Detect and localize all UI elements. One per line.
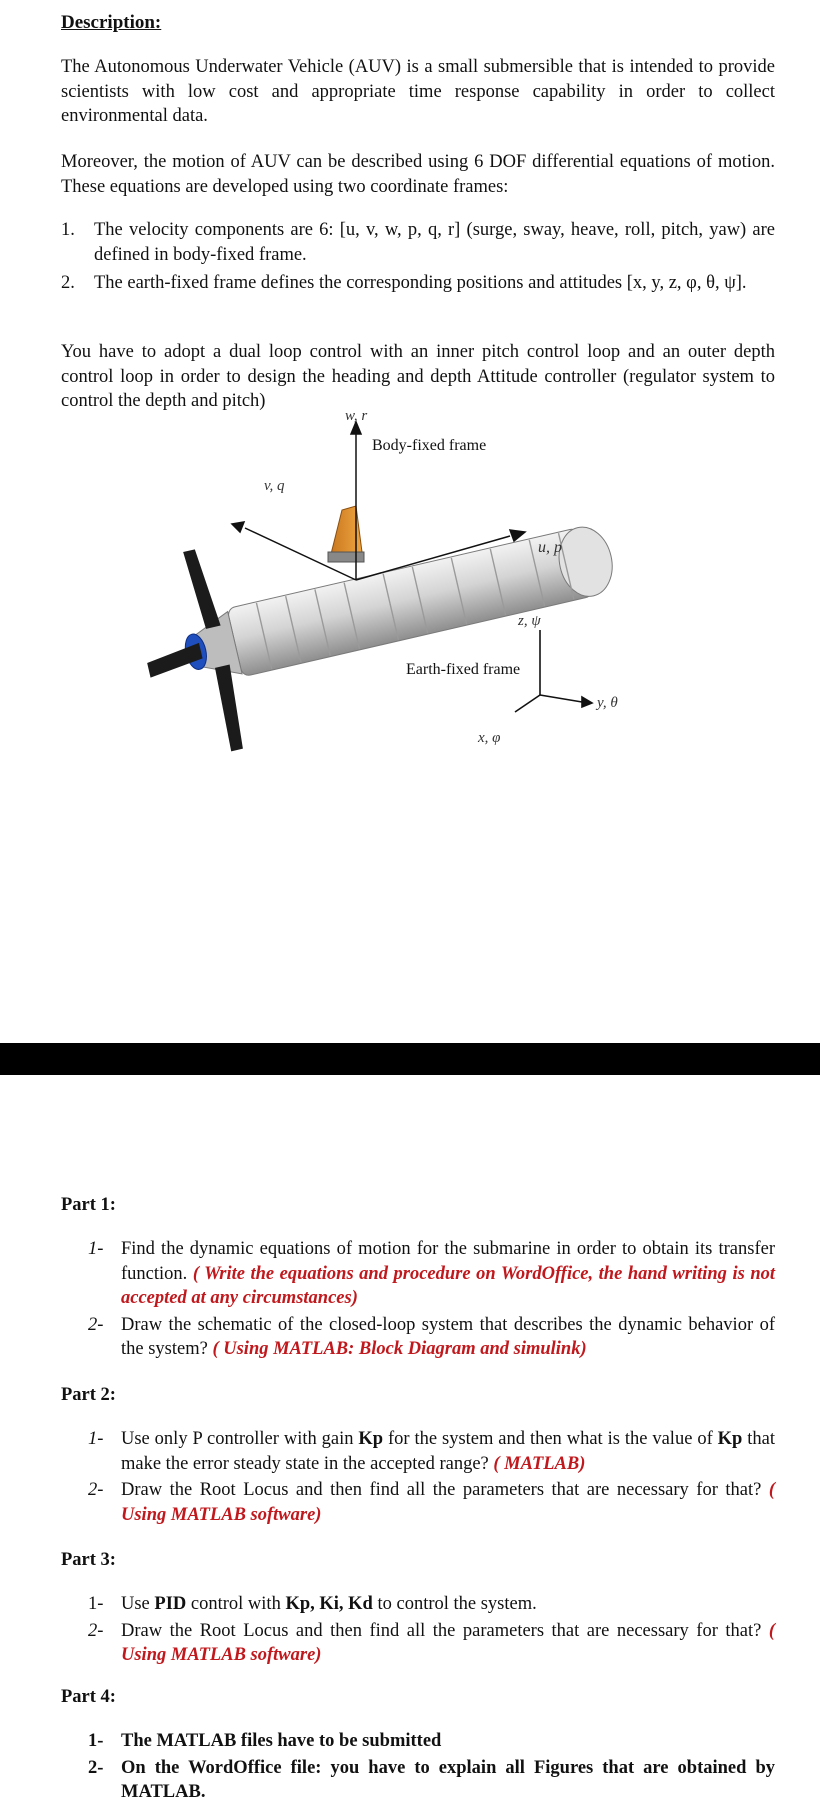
axis-label-up: u, p [538, 539, 562, 556]
task-item: 2- Draw the Root Locus and then find all the parameters that are necessary for that? ( Using MATLAB software) [88, 1620, 775, 1665]
task-item: 1- Find the dynamic equations of motion for the submarine in order to obtain its transfer function. ( Write the equations and procedure on WordOffice, the hand writing is not accepted at any circumstances) [88, 1239, 776, 1308]
part2-tasks [88, 1427, 775, 1529]
part4-tasks [88, 1729, 775, 1807]
page-separator-bar [0, 1043, 820, 1075]
task-item: 1- Use only P controller with gain Kp for the system and then what is the value of Kp that make the error steady state in the accepted range? ( MATLAB) [88, 1429, 775, 1474]
auv-sail [330, 506, 362, 558]
axis-label-xphi: x, φ [478, 730, 501, 746]
part1-title: Part 1: [61, 1195, 116, 1215]
auv-hull [125, 458, 635, 765]
axis-label-wr: w, r [345, 408, 368, 424]
control-paragraph: You have to adopt a dual loop control with an inner pitch control loop and an outer depth control loop in order to design the heading and depth Attitude controller (regulator system to control the depth and pitch) [61, 342, 775, 411]
task-item: 2- Draw the schematic of the closed-loop system that describes the dynamic behavior of the system? ( Using MATLAB: Block Diagram and simulink) [88, 1314, 775, 1359]
frame-item: 2. The earth-fixed frame defines the corresponding positions and attitudes [x, y, z, φ, θ, ψ]. [61, 273, 747, 293]
part2-title: Part 2: [61, 1385, 116, 1405]
description-heading: Description: [61, 12, 162, 33]
part3-tasks [88, 1592, 775, 1670]
part1-tasks [88, 1237, 775, 1364]
frame-item: 1. The velocity components are 6: [u, v, w, p, q, r] (surge, sway, heave, roll, pitch, yaw) are defined in body-fixed frame. [61, 220, 775, 265]
intro-paragraph: The Autonomous Underwater Vehicle (AUV) is a small submersible that is intended to provide scientists with low cost and appropriate time response capability in order to collect environmental data. [61, 57, 775, 126]
task-item: 2- Draw the Root Locus and then find all the parameters that are necessary for that? ( Using MATLAB software) [88, 1480, 775, 1525]
task-item: 1- The MATLAB files have to be submitted [88, 1731, 442, 1751]
axis-label-zpsi: z, ψ [518, 613, 541, 629]
axis-label-vq: v, q [264, 478, 285, 494]
dof-paragraph: Moreover, the motion of AUV can be described using 6 DOF differential equations of motion. These equations are developed using two coordinate frames: [61, 152, 775, 197]
part4-title: Part 4: [61, 1687, 116, 1707]
part3-title: Part 3: [61, 1550, 116, 1570]
auv-figure [150, 408, 710, 760]
body-frame-label: Body-fixed frame [372, 437, 487, 454]
task-item: 1- Use PID control with Kp, Ki, Kd to control the system. [88, 1594, 537, 1614]
frames-list [61, 218, 775, 300]
earth-frame-label: Earth-fixed frame [406, 661, 521, 678]
axis-label-ytheta: y, θ [597, 695, 618, 711]
earth-axes [515, 630, 592, 712]
task-item: 2- On the WordOffice file: you have to explain all Figures that are obtained by MATLAB. [88, 1757, 775, 1802]
